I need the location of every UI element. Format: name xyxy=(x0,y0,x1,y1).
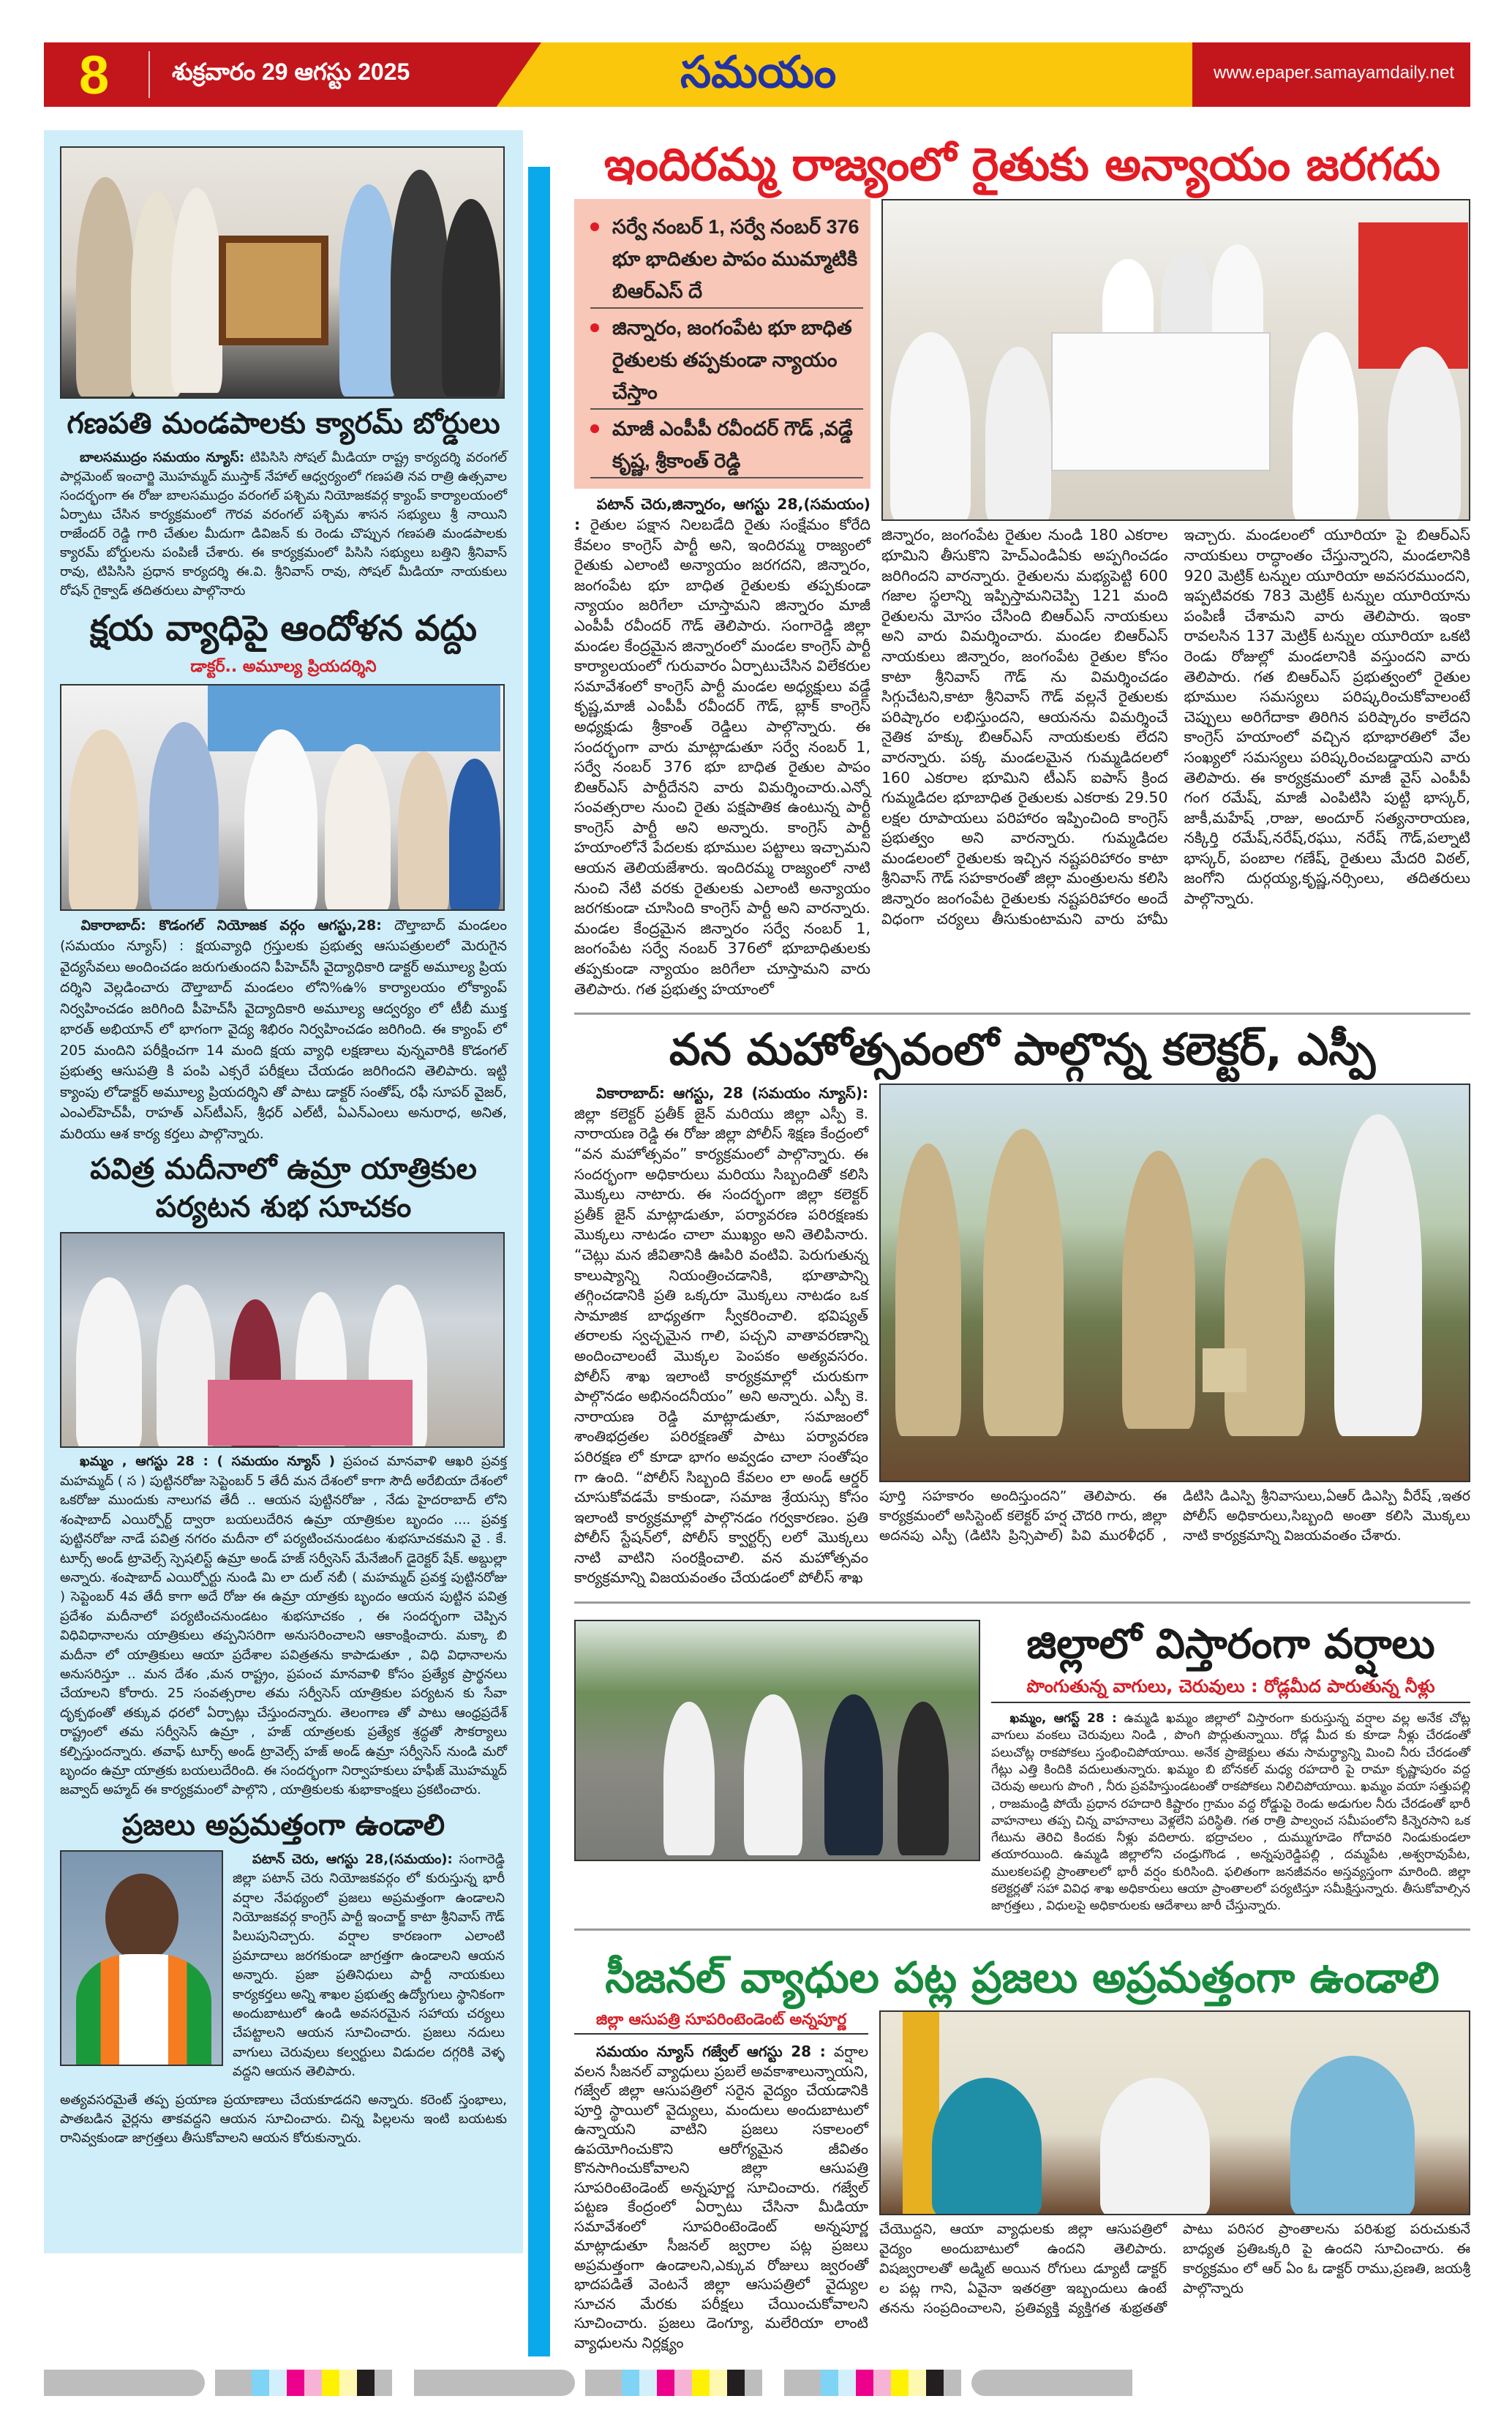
vana-article-col1 xyxy=(574,1083,868,1588)
epaper-url[interactable]: www.epaper.samayamdaily.net xyxy=(1213,63,1454,83)
person-silhouette xyxy=(157,1285,215,1448)
color-swatch xyxy=(322,2370,339,2396)
article-tb xyxy=(60,915,507,1145)
lead-article-cols: జిన్నారం, జంగంపేట రైతుల నుండి 180 ఎకరాల భూమిని తీసుకొని హెచ్ఎండిఏకు అప్పగించడం జరిగిందని వారన్నారు. రైతులను మభ్యపెట్టి 600 గజాల స్థలాన్ని ఇప్పిస్తామనిచెప్పి 121 మంది రైతులను మోసం చేసింది బిఆర్ఎస్ నాయకులు అని వారు విమర్శించారు. మండల బిఆర్ఎస్ నాయకులు జిన్నారం, జంగంపేట రైతుల కోసం కాటా శ్రీనివాస్ గౌడ్ ను విమర్శించడం సిగ్గుచేటని,కాటా శ్రీనివాస్ గౌడ్ వల్లనే రైతులకు పరిష్కారం లభిస్తుందని, ఆయనను విమర్శించే నైతిక హక్కు బిఆర్ఎస్ నాయకులకు లేదని వారన్నారు. పక్క మండలమైన గుమ్మడిదలలో 160 ఎకరాల భూమిని టీఎస్ ఐపాస్ క్రింద గుమ్మడిదల భూబాధిత రైతులకు ఎకరాకు 29.50 లక్షల రూపాయలు పరిహారం ఇప్పించింది కాంగ్రెస్ ప్రభుత్వం అని వారన్నారు. గుమ్మడిదల మండలంలో రైతులకు ఇచ్చిన నష్టపరిహారం కాటా శ్రీనివాస్ గౌడ్ సహకారంతో జిల్లా మంత్రులను కలిసి జిన్నారం జంగంపేట రైతులకు నష్టపరిహారం అందే విధంగా చర్యలు తీసుకుంటామని వారు హామీ ఇచ్చారు. మండలంలో యూరియా పై బిఆర్ఎస్ నాయకులు రాద్ధాంతం చేస్తున్నారని, మండలానికి 920 మెట్రిక్ టన్నుల యూరియా అవసరముందని, ఇప్పటివరకు 783 మెట్రిక్ టన్నుల యూరియాను పంపిణీ చేశామని వారు తెలిపారు. ఇంకా రావలసిన 137 మెట్రిక్ టన్నుల యూరియా ఒకటి రెండు రోజుల్లో మండలానికి వస్తుందని వారు తెలిపారు. గత బిఆర్ఎస్ ప్రభుత్వంలో రైతుల భూముల సమస్యలు పరిష్కరించుకోవాలంటే చెప్పులు అరిగేదాకా తిరిగిన పరిష్కారం కాలేదని కాంగ్రెస్ హయాంలో వచ్చిన భూభారతిలో వేల సంఖ్యలో సమస్యలు పరిష్కరించబడ్డాయని వారు తెలిపారు. ఈ కార్యక్రమంలో మాజీ వైస్ ఎంపీపీ గంగ రమేష్, మాజీ ఎంపిటిసి పుట్టి భాస్కర్, జాకీ,మహేష్ ,రాజు, అందూర్ సత్యనారాయణ, నక్కిర్తి రమేష్,నరేష్,రఘు, నరేష్ గౌడ్,పల్నాటి భాస్కర్, పంబాల గణేష్, రైతులు మేదరి విఠల్, జంగోని దుర్గయ్య,కృష్ణ,నర్సింలు, తదితరులు పాల్గొన్నారు. xyxy=(881,526,1470,928)
article-body: ప్రపంచ మానవాళి ఆఖరి ప్రవక్త మహమ్మద్ ( స ) పుట్టినరోజు సెప్టెంబర్ 5 తేదీ మన దేశంలో కాగా సౌదీ అరేబియా దేశంలో ఒకరోజు ముందుకు నాలుగవ తేదీ .. ఆయన పుట్టినరోజు , నేడు హైదరాబాద్ లోని శంషాబాద్ ఎయిర్పోర్ట్ ద్వారా బయలుదేరిన ఉమ్రా యాత్రికుల బృందం .... ప్రవక్త పుట్టినరోజు నాడే పవిత్ర నగరం మదీనా లో పర్యటించనుండటం శుభసూచకమని వై . కే. టూర్స్ అండ్ ట్రావెల్స్ స్పెషలిస్ట్ ఉమ్రా అండ్ హజ్ సర్వీసెస్ మేనేజింగ్ డైరెక్టర్ షేక్. అబ్దుల్లా అన్నారు. శంషాబాద్ ఎయిర్పోర్టు నుండి మి లా దుల్ నబీ ( మహమ్మద్ ప్రవక్త పుట్టినరోజు ) సెప్టెంబర్ 4వ తేదీ కాగా అదే రోజు ఈ ఉమ్రా యాత్రకు బృందం ఆయన పుట్టిన పవిత్ర ప్రదేశం మదీనాలో పర్యటించనుండటం శుభసూచకం , ఈ సందర్భంగా చెప్పిన విధివిధానాలను యాత్రికులు తప్పనిసరిగా అనుసరించాలని ఆకాంక్షించారు. మక్కా బి మదీనా లో యాత్రికులు ఆయా ప్రదేశాల పవిత్రతను కాపాడుతూ , విధి విధానాలను అనుసరిస్తూ .. మన దేశం ,మన రాష్ట్రం, ప్రపంచ మానవాళి కోసం ప్రత్యేక ప్రార్థనలు చేయాలని కోరారు. 25 సంవత్సరాల తమ సర్వీసెస్ యాత్రికుల పర్యటన కు సేవా దృక్పథంతో తక్కువ ధరలో ఏర్పాట్లు చేస్తుందన్నారు. తెలంగాణ తో పాటు ఆంధ్రప్రదేశ్ రాష్ట్రంలో తమ సర్వీసెస్ ఉమ్రా , హజ్ యాత్రలకు ప్రత్యేక శ్రద్ధతో సౌకర్యాలు కల్పిస్తుందన్నారు. తవాఫ్ టూర్స్ అండ్ ట్రావెల్స్ హజ్ అండ్ ఉమ్రా సర్వీసెస్ నుండి మరో బృందం ఉమ్రా యాత్రకు బయలుదేరింది. ఈ సందర్భంగా నిర్వాహకులు హఫీజ్ మొహమ్మద్ జవ్వాద్ అహ్మద్ ఈ కార్యక్రమంలో పాల్గొని , యాత్రికులకు శుభాకాంక్షలు ప్రకటించారు. xyxy=(60,1454,507,1798)
color-swatch xyxy=(375,2370,392,2396)
carrom-board xyxy=(219,236,328,345)
registration-pill xyxy=(44,2370,205,2396)
table xyxy=(1051,332,1271,471)
seasonal-article-cols: చేయొద్దని, ఆయా వ్యాధులకు జిల్లా ఆసుపత్రిలో వైద్యం అందుబాటులో ఉందని తెలిపారు. విషజ్వరాలతో అడ్మిట్ అయిన రోగులు డ్యూటీ డాక్టర్ ల పట్ల గాని, ఏవైనా ఇతరత్రా ఇబ్బందులు ఉంటే తనను సంప్రదించాలని, ప్రతివ్యక్తి వ్యక్తిగత శుభ్రతతో పాటు పరిసర ప్రాంతాలను పరిశుభ్ర పరుచుకునే బాధ్యత ప్రతిఒక్కరి పై ఉందని సూచించారు. ఈ కార్యక్రమం లో ఆర్ ఏం ఓ డాక్టర్ రాము,ప్రణతి, జయశ్రీ పాల్గొన్నారు xyxy=(879,2221,1470,2317)
main-column xyxy=(574,130,1470,2356)
headline-alert: ప్రజలు అప్రమత్తంగా ఉండాలి xyxy=(121,1808,445,1842)
accent-bar xyxy=(528,167,550,2356)
registration-pill xyxy=(414,2370,575,2396)
dateline: వికారాబాద్: ఆగస్టు, 28 (సమయం న్యూస్): xyxy=(596,1084,868,1103)
highlight-text: సర్వే నంబర్ 1, సర్వే నంబర్ 376 భూ భాదితుల పాపం ముమ్మాటికి బిఆర్ఎస్ దే xyxy=(612,216,860,303)
article-body: ఉమ్మడి ఖమ్మం జిల్లాలో విస్తారంగా కురుస్తున్న వర్షాల వల్ల అనేక చోట్ల వాగులు వంకలు చెరువులు నిండి , పొంగి పొర్లుతున్నాయి. రోడ్ల మీద కు కూడా నీళ్లు చేరడంతో పలుచోట్ల రాకపోకలు స్తంభించిపోయాయి. అనేక ప్రాజెక్టులు తమ సామర్థ్యాన్ని మించి నీరు చేరడంతో గేట్లు ఎత్తి కిందికి వదులుతున్నారు. ఖమ్మం బి బోనకల్ మధ్య రహదారి పై రామా కృష్ణాపురం వద్ద చెరువు అలుగు పొంగి , నీరు ప్రవహిస్తుండటంతో రాకపోకలు నిలిచిపోయాయి. ఖమ్మం వయా సత్తుపల్లి , రాజమండ్రి పోయే ప్రధాన రహదారి కిష్టారం గ్రామం వద్ద రోడ్డుపై రెండు అడుగుల నీరు చేరడంతో భారీ వాహనాలు తప్ప చిన్న వాహనాలు వెళ్లలేని పరిస్థితి. గత రాత్రి పాల్వంచ సమీపంలోని కిన్నెరసాని ఒక గేటును తెరిచి కిందకు నీళ్లు వదిలారు. భద్రాచలం , దుమ్ముగూడెం గోదావరి నిండుకుండలా తయారయింది. ఉమ్మడి జిల్లాలోని చండ్రుగొండ , అన్నపురెడ్డిపల్లి , దమ్మపేట ,అశ్వరావుపేట, ములకలపల్లి ప్రాంతాలలో భారీ వర్షం కురిసింది. ఫలితంగా జనజీవనం అస్తవ్యస్తంగా మారింది. జిల్లా కలెక్టర్లతో సహా వివిధ శాఖ అధికారులు ఆయా ప్రాంతాలలో పర్యటిస్తూ సమీక్షిస్తున్నారు. తీసుకోవాల్సిన జాగ్రత్తలు , విధులపై అధికారులకు ఆదేశాలు జారీ చేస్తున్నారు. xyxy=(991,1711,1471,1914)
seasonal-article-col1 xyxy=(574,2042,868,2352)
issue-date: శుక్రవారం 29 ఆగస్టు 2025 xyxy=(172,59,410,85)
bullet-icon xyxy=(590,323,599,332)
person-silhouette xyxy=(449,759,500,911)
color-swatch xyxy=(657,2370,674,2396)
seasonal-left-column xyxy=(574,2010,868,2356)
dateline: పటాన్ చెరు, ఆగస్టు 28,(సమయం): xyxy=(252,1851,453,1867)
color-swatch xyxy=(622,2370,639,2396)
color-swatch xyxy=(269,2370,287,2396)
banner-in-photo xyxy=(208,686,500,751)
person-silhouette xyxy=(1334,1114,1422,1436)
carrom-photo xyxy=(60,146,505,399)
person-silhouette xyxy=(1225,1158,1305,1436)
wall-red xyxy=(1358,222,1468,369)
article-body: వర్షాల వలన సీజనల్ వ్యాధులు ప్రబలే అవకాశాలున్నాయని, గజ్వేల్ జిల్లా ఆసుపత్రిలో సరైన వైద్యం చేయడానికి పూర్తి స్థాయిలో వైద్యులు, మందులు అందుబాటులో ఉన్నాయని వాటిని ప్రజలు సకాలంలో ఉపయోగించుకొని ఆరోగ్యమైన జీవితం కొనసాగించుకోవాలని జిల్లా ఆసుపత్రి సూపరింటెండెంట్ అన్నపూర్ణ సూచించారు. గజ్వేల్ పట్టణ కేంద్రంలో ఏర్పాటు చేసినా మీడియా సమావేశంలో సూపరింటెండెంట్ అన్నపూర్ణ మాట్లాడుతూ సీజనల్ జ్వరాల పట్ల ప్రజలు అప్రమత్తంగా ఉండాలని,ఎక్కువ రోజులు జ్వరంతో భాదపడితే వెంటనే జిల్లా ఆసుపత్రిలో వైద్యుల సూచన మేరకు పరీక్షలు చేయించుకోవాలని సూచించారు. ప్రజలు డెంగ్యూ, మలేరియా లాంటి వ్యాధులను నిర్లక్ష్యం xyxy=(574,2043,868,2351)
seasonal-row xyxy=(574,2010,1470,2356)
person-silhouette xyxy=(932,2078,1042,2215)
person-silhouette xyxy=(1212,244,1263,347)
article-umrah xyxy=(60,1452,507,1800)
color-swatch xyxy=(873,2370,891,2396)
divider xyxy=(148,51,150,98)
face xyxy=(105,1874,178,1961)
alert-row xyxy=(60,1850,507,2087)
rain-row xyxy=(574,1612,1470,1920)
person-silhouette xyxy=(1293,332,1358,521)
article-body: టిపిసిసి సోషల్ మీడియా రాష్ట్ర కార్యదర్శి వరంగల్ పార్లమెంట్ ఇంచార్జి మొహమ్మద్ ముస్తాక్ నేహాల్ ఆధ్వర్యంలో గణపతి నవ రాత్రి ఉత్సవాల సందర్భంగా ఈ రోజు బాలసముద్రం వరంగల్ పశ్చిమ నియోజకవర్గ క్యాంప్ కార్యాలయంలో ఏర్పాటు చేసిన కార్యక్రమంలో గౌరవ వరంగల్ పశ్చిమ శాసన సభ్యులు శ్రీ నాయిని రాజేందర్ రెడ్డి గారి చేతుల మీదుగా డివిజన్ కు రెండు చొప్పున గణపతి మండపాలకు క్యారమ్ బోర్డులను పంపిణీ చేశారు. ఈ కార్యక్రమంలో పిసిసి సభ్యులు బత్తిని శ్రీనివాస్ రావు, టిపిసిసి ప్రధాన కార్యదర్శి ఈ.వి. శ్రీనివాస్ రావు, సోషల్ మీడియా నాయకులు రోషన్ గైక్వాడ్ తదితరులు పాల్గొనారు xyxy=(60,450,507,598)
person-silhouette xyxy=(895,1143,961,1436)
vana-right-column xyxy=(879,1083,1470,1550)
person-silhouette xyxy=(744,1694,802,1855)
article-body: దౌల్తాబాద్ మండలం (సమయం న్యూస్) : క్షయవ్యాధి గ్రస్తులకు ప్రభుత్వ ఆసుపత్రులలో మెరుగైన వైద్యసేవలు అందించడం జరుగుతుందని పీహెచ్‌సీ వైద్యాధికారి డాక్టర్ అమూల్య ప్రియ దర్శిని వెల్లడించారు దౌల్తాబాద్ మండలం లోని%ఉ% కార్యాలయం లోక్యాంప్ నిర్వహించడం జరిగింది పీహెచ్‌సీ వైద్యాదికారి అమూల్య ఆద్వర్యం లో టీబీ ముక్త భారత్ అభియాన్ లో భాగంగా వైద్య శిభిరం నిర్వహించడం జరిగింది. ఈ క్యాంప్ లో 205 మందిని పరీక్షించగా 14 మంది క్షయ వ్యాధి లక్షణాలు వున్నవారికి కొడంగల్ ప్రభుత్వ ఆసుపత్రి కి పంపి ఎక్సరే పరీక్షలు చేయడం జరిగిందని తెలిపారు. ఇట్టి క్యాంపు లోడాక్టర్ అమూల్య ప్రియదర్శిని తో పాటు డాక్టర్ సంతోష్, రఫీ సూపర్ వైజర్, ఎంఎల్‌హెచ్‌పీ, రాహత్ ఎస్‌టీఎస్, శ్రీధర్ ఎల్‌టీ, ఏఎన్ఎంలు అనురాధ, అనిత, మరియు ఆశ కార్య కర్తలు పాల్గొన్నారు. xyxy=(60,917,508,1142)
highlight-item xyxy=(590,211,863,309)
person-silhouette xyxy=(890,332,971,521)
rain-text-column xyxy=(991,1612,1470,1920)
dateline: పటాన్ చెరు,జిన్నారం, ఆగస్టు 28,(సమయం) : xyxy=(574,495,870,533)
masthead-banner xyxy=(44,42,1470,107)
highlight-item xyxy=(590,413,863,478)
color-swatch xyxy=(674,2370,692,2396)
vana-headline: వన మహోత్సవంలో పాల్గొన్న కలెక్టర్, ఎస్పీ xyxy=(669,1024,1376,1076)
headline-carrom: గణపతి మండపాలకు క్యారమ్ బోర్డులు xyxy=(67,407,500,440)
color-swatch xyxy=(727,2370,745,2396)
rain-headline: జిల్లాలో విస్తారంగా వర్షాలు xyxy=(1026,1620,1435,1669)
byline-tb: డాక్టర్.. అమూల్య ప్రియదర్శిని xyxy=(190,657,377,676)
section-divider xyxy=(574,1013,1470,1015)
color-swatch xyxy=(639,2370,657,2396)
article-body: జిల్లా కలెక్టర్ ప్రతీక్ జైన్ మరియు జిల్లా ఎస్పీ కె. నారాయణ రెడ్డి ఈ రోజు జిల్లా పోలీస్ శిక్షణ కేంద్రంలో “వన మహోత్సవం” కార్యక్రమంలో పాల్గొన్నారు. ఈ సందర్భంగా అధికారులు మరియు సిబ్బందితో కలిసి మొక్కలు నాటారు. ఈ సందర్భంగా జిల్లా కలెక్టర్ ప్రతీక్ జైన్ మాట్లాడుతూ, పర్యావరణ పరిరక్షణకు మొక్కలు నాటడం చాలా ముఖ్యం అని తెలిపినారు. “చెట్లు మన జీవితానికి ఊపిరి వంటివి. పెరుగుతున్న కాలుష్యాన్ని నియంత్రించడానికి, భూతాపాన్ని తగ్గించడానికి ప్రతి ఒక్కరూ మొక్కలు నాటడం ఒక సామాజిక బాధ్యతగా స్వీకరించాలి. భవిష్యత్ తరాలకు స్వచ్ఛమైన గాలి, పచ్చని వాతావరణాన్ని అందించాలంటే మొక్కల పెంపకం అత్యవసరం. పోలీస్ శాఖ ఇలాంటి కార్యక్రమాల్లో చురుకుగా పాల్గొనడం అభినందనీయం” అని అన్నారు. ఎస్పీ కె. నారాయణ రెడ్డి మాట్లాడుతూ, సమాజంలో శాంతిభద్రతల పరిరక్షణతో పాటు పర్యావరణ పరిరక్షణ లో కూడా భాగం అవ్వడం చాలా సంతోషం గా ఉంది. “పోలీస్ సిబ్బంది కేవలం లా అండ్ ఆర్డర్ చూసుకోవడమే కాకుండా, సమాజ శ్రేయస్సు కోసం ఇలాంటి కార్యక్రమాల్లో పాల్గొనడం గర్వకారణం. ప్రతి పోలీస్ స్టేషన్‌లో, పోలీస్ క్వార్టర్స్ లలో మొక్కలు నాటి వాటిని సంరక్షించాలి. వన మహోత్సవం కార్యక్రమాన్ని విజయవంతం చేయడంలో పోలీస్ శాఖ xyxy=(574,1104,868,1587)
lead-left-column xyxy=(574,199,870,1004)
person-silhouette xyxy=(398,751,449,911)
color-swatch xyxy=(252,2370,269,2396)
color-swatch xyxy=(856,2370,873,2396)
lead-headline: ఇందిరమ్మ రాజ్యంలో రైతుకు అన్యాయం జరగదు xyxy=(603,138,1441,191)
article-alert xyxy=(233,1850,505,2082)
vana-row xyxy=(574,1083,1470,1593)
article-alert-cont: అత్యవసరమైతే తప్ప ప్రయాణ ప్రయాణాలు చేయకూడదని అన్నారు. కరెంట్ స్తంభాలు, పాతబడిన వైర్లను తాకవద్దని ఆయన సూచించారు. చిన్న పిల్లలను ఇంటి బయటకు రానివ్వకుండా జాగ్రత్తలు తీసుకోవాలని ఆయన కోరుకున్నారు. xyxy=(60,2092,507,2147)
article-carrom xyxy=(60,448,507,601)
vana-article-cols: పూర్తి సహకారం అందిస్తుందని” తెలిపారు. ఈ కార్యక్రమంలో అసిస్టెంట్ కలెక్టర్ హర్ష చౌదరి గారు, జిల్లా అదనపు ఎస్పీ (డిటిసి ప్రిన్సిపాల్) పివి మురళీధర్ , డిటిసి డిఎస్పి శ్రీనివాసులు,ఏఆర్ డిఎస్పి వీరేష్ ,ఇతర పోలీస్ అధికారులు,సిబ్బంది అంతా కలిసి మొక్కలు నాటి కార్యక్రమాన్ని విజయవంతం చేశారు. xyxy=(879,1488,1470,1544)
color-swatch xyxy=(926,2370,944,2396)
color-swatch xyxy=(339,2370,357,2396)
lead-row xyxy=(574,199,1470,1004)
dateline: ఖమ్మం, ఆగస్ట్ 28 : xyxy=(1009,1711,1117,1727)
person-silhouette xyxy=(442,199,500,397)
person-silhouette xyxy=(171,188,222,393)
color-swatch xyxy=(821,2370,838,2396)
color-swatch xyxy=(304,2370,322,2396)
person-silhouette xyxy=(985,347,1051,521)
lead-article-col1 xyxy=(574,495,870,999)
newspaper-logo: సమయం xyxy=(680,48,837,97)
plantation-photo xyxy=(879,1083,1470,1482)
lead-highlights xyxy=(574,199,870,489)
lead-right-column xyxy=(881,199,1470,934)
registration-pill xyxy=(971,2370,1132,2396)
person-silhouette xyxy=(76,1277,142,1448)
left-sidebar xyxy=(44,130,523,2253)
person-silhouette xyxy=(1388,347,1461,521)
seasonal-right-column xyxy=(879,2010,1470,2323)
color-swatch xyxy=(891,2370,909,2396)
section-divider xyxy=(574,1928,1470,1931)
footer-registration xyxy=(44,2370,1470,2396)
party-scarf xyxy=(76,1954,211,2066)
color-swatch xyxy=(944,2370,961,2396)
bullet-icon xyxy=(590,424,599,433)
article-body: రైతుల పక్షాన నిలబడేది రైతు సంక్షేమం కోరేది కేవలం కాంగ్రెస్ పార్టీ అని, ఇందిరమ్మ రాజ్యంలో రైతుకు ఎలాంటి అన్యాయం జరగదని, జిన్నారం, జంగంపేట భూ బాధిత రైతులకు తప్పకుండా న్యాయం జరిగేలా చూస్తామని జిన్నారం మాజీ ఎంపీపీ రవీందర్ గౌడ్ తెలిపారు. సంగారెడ్డి జిల్లా మండల కేంద్రమైన జిన్నారంలో మండల కాంగ్రెస్ పార్టీ కార్యాలయంలో గురువారం ఏర్పాటుచేసిన విలేకరుల సమావేశంలో కాంగ్రెస్ పార్టీ మండల అధ్యక్షులు వడ్డే కృష్ణ,మాజీ ఎంపీపీ రవీందర్ గౌడ్, బ్లాక్ కాంగ్రెస్ అధ్యక్షుడు శ్రీకాంత్ రెడ్డిలు పాల్గొన్నారు. ఈ సందర్భంగా వారు మాట్లాడుతూ సర్వే నంబర్ 1, సర్వే నంబర్ 376 భూ బాధిత రైతుల పాపం బిఆర్ఎస్ పార్టీదేనని వారు విమర్శించారు.ఎన్నో సంవత్సరాల నుంచి రైతు పక్షపాతిక ఉంటున్న పార్టీ కాంగ్రెస్ పార్టీ అని అన్నారు. కాంగ్రెస్ పార్టీ హయాంలోనే పేదలకు భూముల పట్టాలు ఇచ్చామని ఆయన తెలియజేశారు. ఇందిరమ్మ రాజ్యంలో నాటి నుంచి నేటి వరకు రైతులకు ఎలాంటి అన్యాయం జరగకుండా చూసింది కాంగ్రెస్ పార్టీ అని వారన్నారు. మండల కేంద్రమైన జిన్నారం సర్వే నంబర్ 1, జంగంపేట సర్వే నంబర్ 376లో భూబాధితులకు తప్పకుండా న్యాయం జరిగేలా చూస్తామని వారు తెలిపారు. గత ప్రభుత్వ హయాంలో xyxy=(574,515,870,998)
rain-subhead: పొంగుతున్న వాగులు, చెరువులు : రోడ్లమీద పారుతున్న నీళ్లు xyxy=(991,1676,1470,1703)
person-silhouette xyxy=(898,1702,949,1855)
person-silhouette xyxy=(325,744,391,911)
bullet-icon xyxy=(590,222,599,231)
person-silhouette xyxy=(69,729,138,911)
person-silhouette xyxy=(824,1694,883,1855)
person-silhouette xyxy=(149,722,219,911)
headline-umrah-1: పవిత్ర మదీనాలో ఉమ్రా యాత్రికుల xyxy=(90,1152,477,1187)
person-silhouette xyxy=(76,177,135,397)
section-divider xyxy=(574,1601,1470,1604)
color-swatch xyxy=(585,2370,622,2396)
person-silhouette xyxy=(1100,2078,1210,2215)
leader-portrait xyxy=(60,1850,223,2066)
color-registration-bar xyxy=(414,2370,762,2396)
hospital-meet-photo xyxy=(879,2010,1470,2215)
page-body xyxy=(44,130,1470,2356)
person-silhouette xyxy=(1122,1151,1195,1429)
color-swatch xyxy=(784,2370,821,2396)
color-swatch xyxy=(710,2370,727,2396)
flooded-road-photo xyxy=(574,1620,980,1861)
color-swatch xyxy=(215,2370,252,2396)
person-silhouette xyxy=(391,170,449,397)
dateline: సమయం న్యూస్ గజ్వేల్ ఆగస్టు 28 : xyxy=(596,2043,826,2061)
color-swatch xyxy=(909,2370,926,2396)
color-swatch xyxy=(357,2370,375,2396)
highlight-text: జిన్నారం, జంగంపేట భూ బాధిత రైతులకు తప్పకుండా న్యాయం చేస్తాం xyxy=(612,317,852,404)
rain-article xyxy=(991,1710,1470,1915)
person-silhouette xyxy=(244,729,317,911)
color-swatch xyxy=(745,2370,762,2396)
color-swatch xyxy=(838,2370,856,2396)
highlight-item xyxy=(590,312,863,410)
press-meet-photo xyxy=(881,199,1470,521)
page-number: 8 xyxy=(79,45,110,105)
color-swatch xyxy=(287,2370,304,2396)
sign-board xyxy=(1203,1348,1246,1392)
dateline: వికారాబాద్: కొడంగల్ నియోజక వర్గం ఆగస్టు,28: xyxy=(80,917,382,934)
umrah-pilgrims-photo xyxy=(60,1232,505,1448)
person-silhouette xyxy=(339,184,398,397)
person-silhouette xyxy=(1290,2056,1415,2215)
person-silhouette xyxy=(663,1702,715,1855)
color-registration-bar xyxy=(784,2370,1132,2396)
color-swatch xyxy=(692,2370,710,2396)
luggage xyxy=(208,1380,413,1446)
seasonal-headline: సీజనల్ వ్యాధుల పట్ల ప్రజలు అప్రమత్తంగా ఉండాలి xyxy=(605,1952,1440,2002)
dateline: ఖమ్మం , ఆగస్టు 28 : ( సమయం న్యూస్ ) xyxy=(80,1454,335,1470)
tb-camp-photo xyxy=(60,684,505,911)
headline-tb: క్షయ వ్యాధిపై ఆందోళన వద్దు xyxy=(89,608,478,649)
seasonal-subhead: జిల్లా ఆసుపత్రి సూపరింటెండెంట్ అన్నపూర్ణ xyxy=(574,2010,868,2035)
color-registration-bar xyxy=(44,2370,392,2396)
highlight-text: మాజీ ఎంపీపీ రవీందర్ గౌడ్ ,వడ్డే కృష్ణ, శ్రీకాంత్ రెడ్డి xyxy=(612,418,853,473)
headline-umrah-2: పర్యటన శుభ సూచకం xyxy=(155,1190,412,1225)
person-silhouette xyxy=(983,1129,1064,1436)
dateline: బాలసముద్రం సమయం న్యూస్: xyxy=(80,450,245,465)
article-body: సంగారెడ్డి జిల్లా పటాన్ చెరు నియోజకవర్గం లో కురుస్తున్న భారీ వర్షాల నేపథ్యంలో ప్రజలు అప్రమత్తంగా ఉండాలని నియోజకవర్గ కాంగ్రెస్ పార్టీ ఇంచార్జ్ కాటా శ్రీనివాస్ గౌడ్ పిలుపునిచ్చారు. వర్షాల కారణంగా ఎలాంటి ప్రమాదాలు జరగకుండా జాగ్రత్తగా ఉండాలని ఆయన అన్నారు. ప్రజా ప్రతినిధులు పార్టీ నాయకులు కార్యకర్తలు అన్ని శాఖల ప్రభుత్వ ఉద్యోగులు స్థానికంగా అందుబాటులో ఉండి అవసరమైన సహాయ చర్యలు చేపట్టాలని ఆయన సూచించారు. ప్రజలు నదులు వాగులు చెరువులు కల్వర్టులు విడుదల దగ్గరికి వెళ్ళ వద్దని ఆయన తెలిపారు. xyxy=(233,1851,505,2080)
